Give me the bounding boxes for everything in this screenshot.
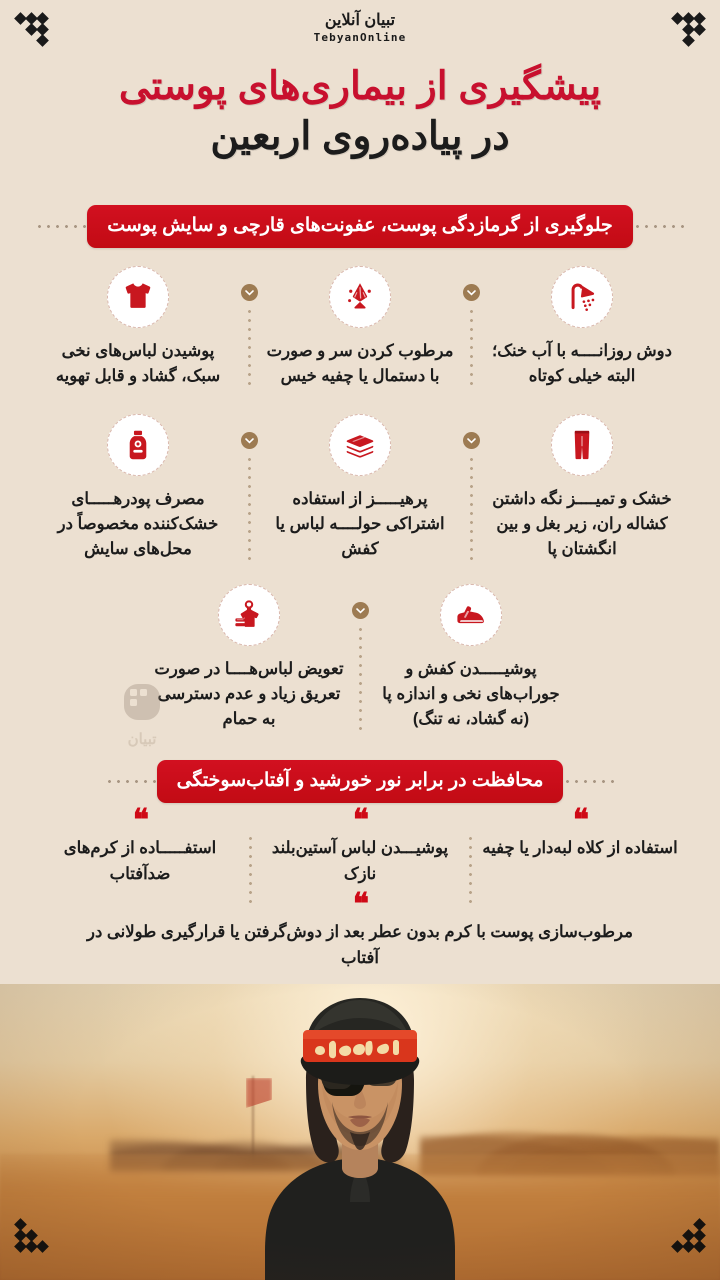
tip-separator bbox=[460, 414, 482, 562]
quote-tip-text: استفـــــاده از کرم‌های ضدآفتاب bbox=[63, 839, 217, 883]
tip-separator bbox=[349, 584, 371, 732]
chevron-down-icon bbox=[352, 602, 369, 619]
banner-dots-left bbox=[105, 780, 157, 783]
tip-cell bbox=[149, 584, 349, 732]
tip-cell bbox=[38, 266, 238, 391]
tip-separator bbox=[238, 266, 260, 391]
tshirt-icon bbox=[107, 266, 169, 328]
section-2-banner: محافظت در برابر نور خورشید و آفتاب‌سوختگی bbox=[157, 760, 564, 803]
tip-text: پوشیـــــدن کفش و جوراب‌های نخی و اندازه پا (نه گشاد، نه تنگ) bbox=[382, 660, 560, 729]
quote-tip-cell bbox=[481, 804, 679, 906]
brand-name-en: TebyanOnline bbox=[313, 31, 407, 44]
dotted-line bbox=[470, 455, 473, 562]
towel-stack-icon bbox=[329, 414, 391, 476]
shower-icon bbox=[551, 266, 613, 328]
quote-tip-text: پوشیـــدن لباس آستین‌بلند نازک bbox=[271, 839, 449, 883]
brand-name-fa: تبیان آنلاین bbox=[324, 12, 396, 29]
dotted-line bbox=[359, 625, 362, 732]
quote-mark-icon: ❝ bbox=[572, 804, 588, 837]
tip-cell bbox=[260, 266, 460, 391]
tip-separator bbox=[238, 414, 260, 562]
dotted-line bbox=[470, 307, 473, 391]
banner-dots-left bbox=[35, 225, 87, 228]
chevron-down-icon bbox=[463, 284, 480, 301]
tip-separator bbox=[460, 266, 482, 391]
tip-text: مصرف پودرهـــــای خشک‌کننده مخصوصاً در محل‌های سایش bbox=[57, 490, 219, 559]
tip-text: خشک و تمیــــز نگه داشتن کشاله ران، زیر بغل و بین انگشتان پا bbox=[492, 490, 672, 559]
quote-mark-icon: ❝ bbox=[352, 804, 368, 837]
dotted-line bbox=[248, 307, 251, 391]
tip-text: پرهیـــــز از استفاده اشتراکی حولــــه لباس یا کفش bbox=[275, 490, 445, 559]
tip-text: پوشیدن لباس‌های نخی سبک، گشاد و قابل تهویه bbox=[55, 342, 221, 386]
brand-logo bbox=[0, 10, 720, 44]
page-title-line-1: پیشگیری از بیماری‌های پوستی bbox=[118, 65, 602, 108]
banner-dots-right bbox=[633, 225, 685, 228]
chevron-down-icon bbox=[241, 432, 258, 449]
quote-tip-text: استفاده از کلاه لبه‌دار یا چفیه bbox=[482, 839, 678, 857]
chevron-down-icon bbox=[241, 284, 258, 301]
tip-row-1 bbox=[30, 266, 690, 391]
wide-note bbox=[40, 888, 680, 971]
tip-text: تعویض لباس‌هــــا در صورت تعریق زیاد و عدم دسترسی به حمام bbox=[154, 660, 344, 729]
tip-text: مرطوب کردن سر و صورت با دستمال یا چفیه خیس bbox=[266, 342, 454, 386]
tip-cell bbox=[371, 584, 571, 732]
quote-mark-icon: ❝ bbox=[352, 888, 368, 921]
page-title-line-2: در پیاده‌روی اربعین bbox=[210, 114, 510, 158]
wide-note-text: مرطوب‌سازی پوست با کرم بدون عطر بعد از دوش‌گرفتن یا قرارگیری طولانی در آفتاب bbox=[87, 923, 633, 967]
section-2-banner-row bbox=[0, 760, 720, 803]
watermark-label: تبیان bbox=[127, 731, 157, 748]
pilgrim-photo bbox=[0, 984, 720, 1280]
tip-cell bbox=[482, 414, 682, 562]
tip-row-2 bbox=[30, 414, 690, 562]
quote-tip-cell bbox=[41, 804, 239, 906]
quote-mark-icon: ❝ bbox=[132, 804, 148, 837]
section-1-banner-row bbox=[0, 205, 720, 248]
chevron-down-icon bbox=[463, 432, 480, 449]
change-clothes-icon bbox=[218, 584, 280, 646]
tip-cell bbox=[38, 414, 238, 562]
tip-cell bbox=[482, 266, 682, 391]
tip-cell bbox=[260, 414, 460, 562]
tip-text: دوش روزانــــه با آب خنک؛ البته خیلی کوتاه bbox=[492, 342, 672, 386]
wet-cloth-icon bbox=[329, 266, 391, 328]
sneaker-icon bbox=[440, 584, 502, 646]
section-1-banner: جلوگیری از گرمازدگی پوست، عفونت‌های قارچی و سایش پوست bbox=[87, 205, 633, 248]
pants-icon bbox=[551, 414, 613, 476]
photo-vignette bbox=[0, 984, 720, 1280]
page-title bbox=[0, 62, 720, 162]
dotted-line bbox=[248, 455, 251, 562]
powder-bottle-icon bbox=[107, 414, 169, 476]
banner-dots-right bbox=[563, 780, 615, 783]
tip-row-3 bbox=[30, 584, 690, 732]
